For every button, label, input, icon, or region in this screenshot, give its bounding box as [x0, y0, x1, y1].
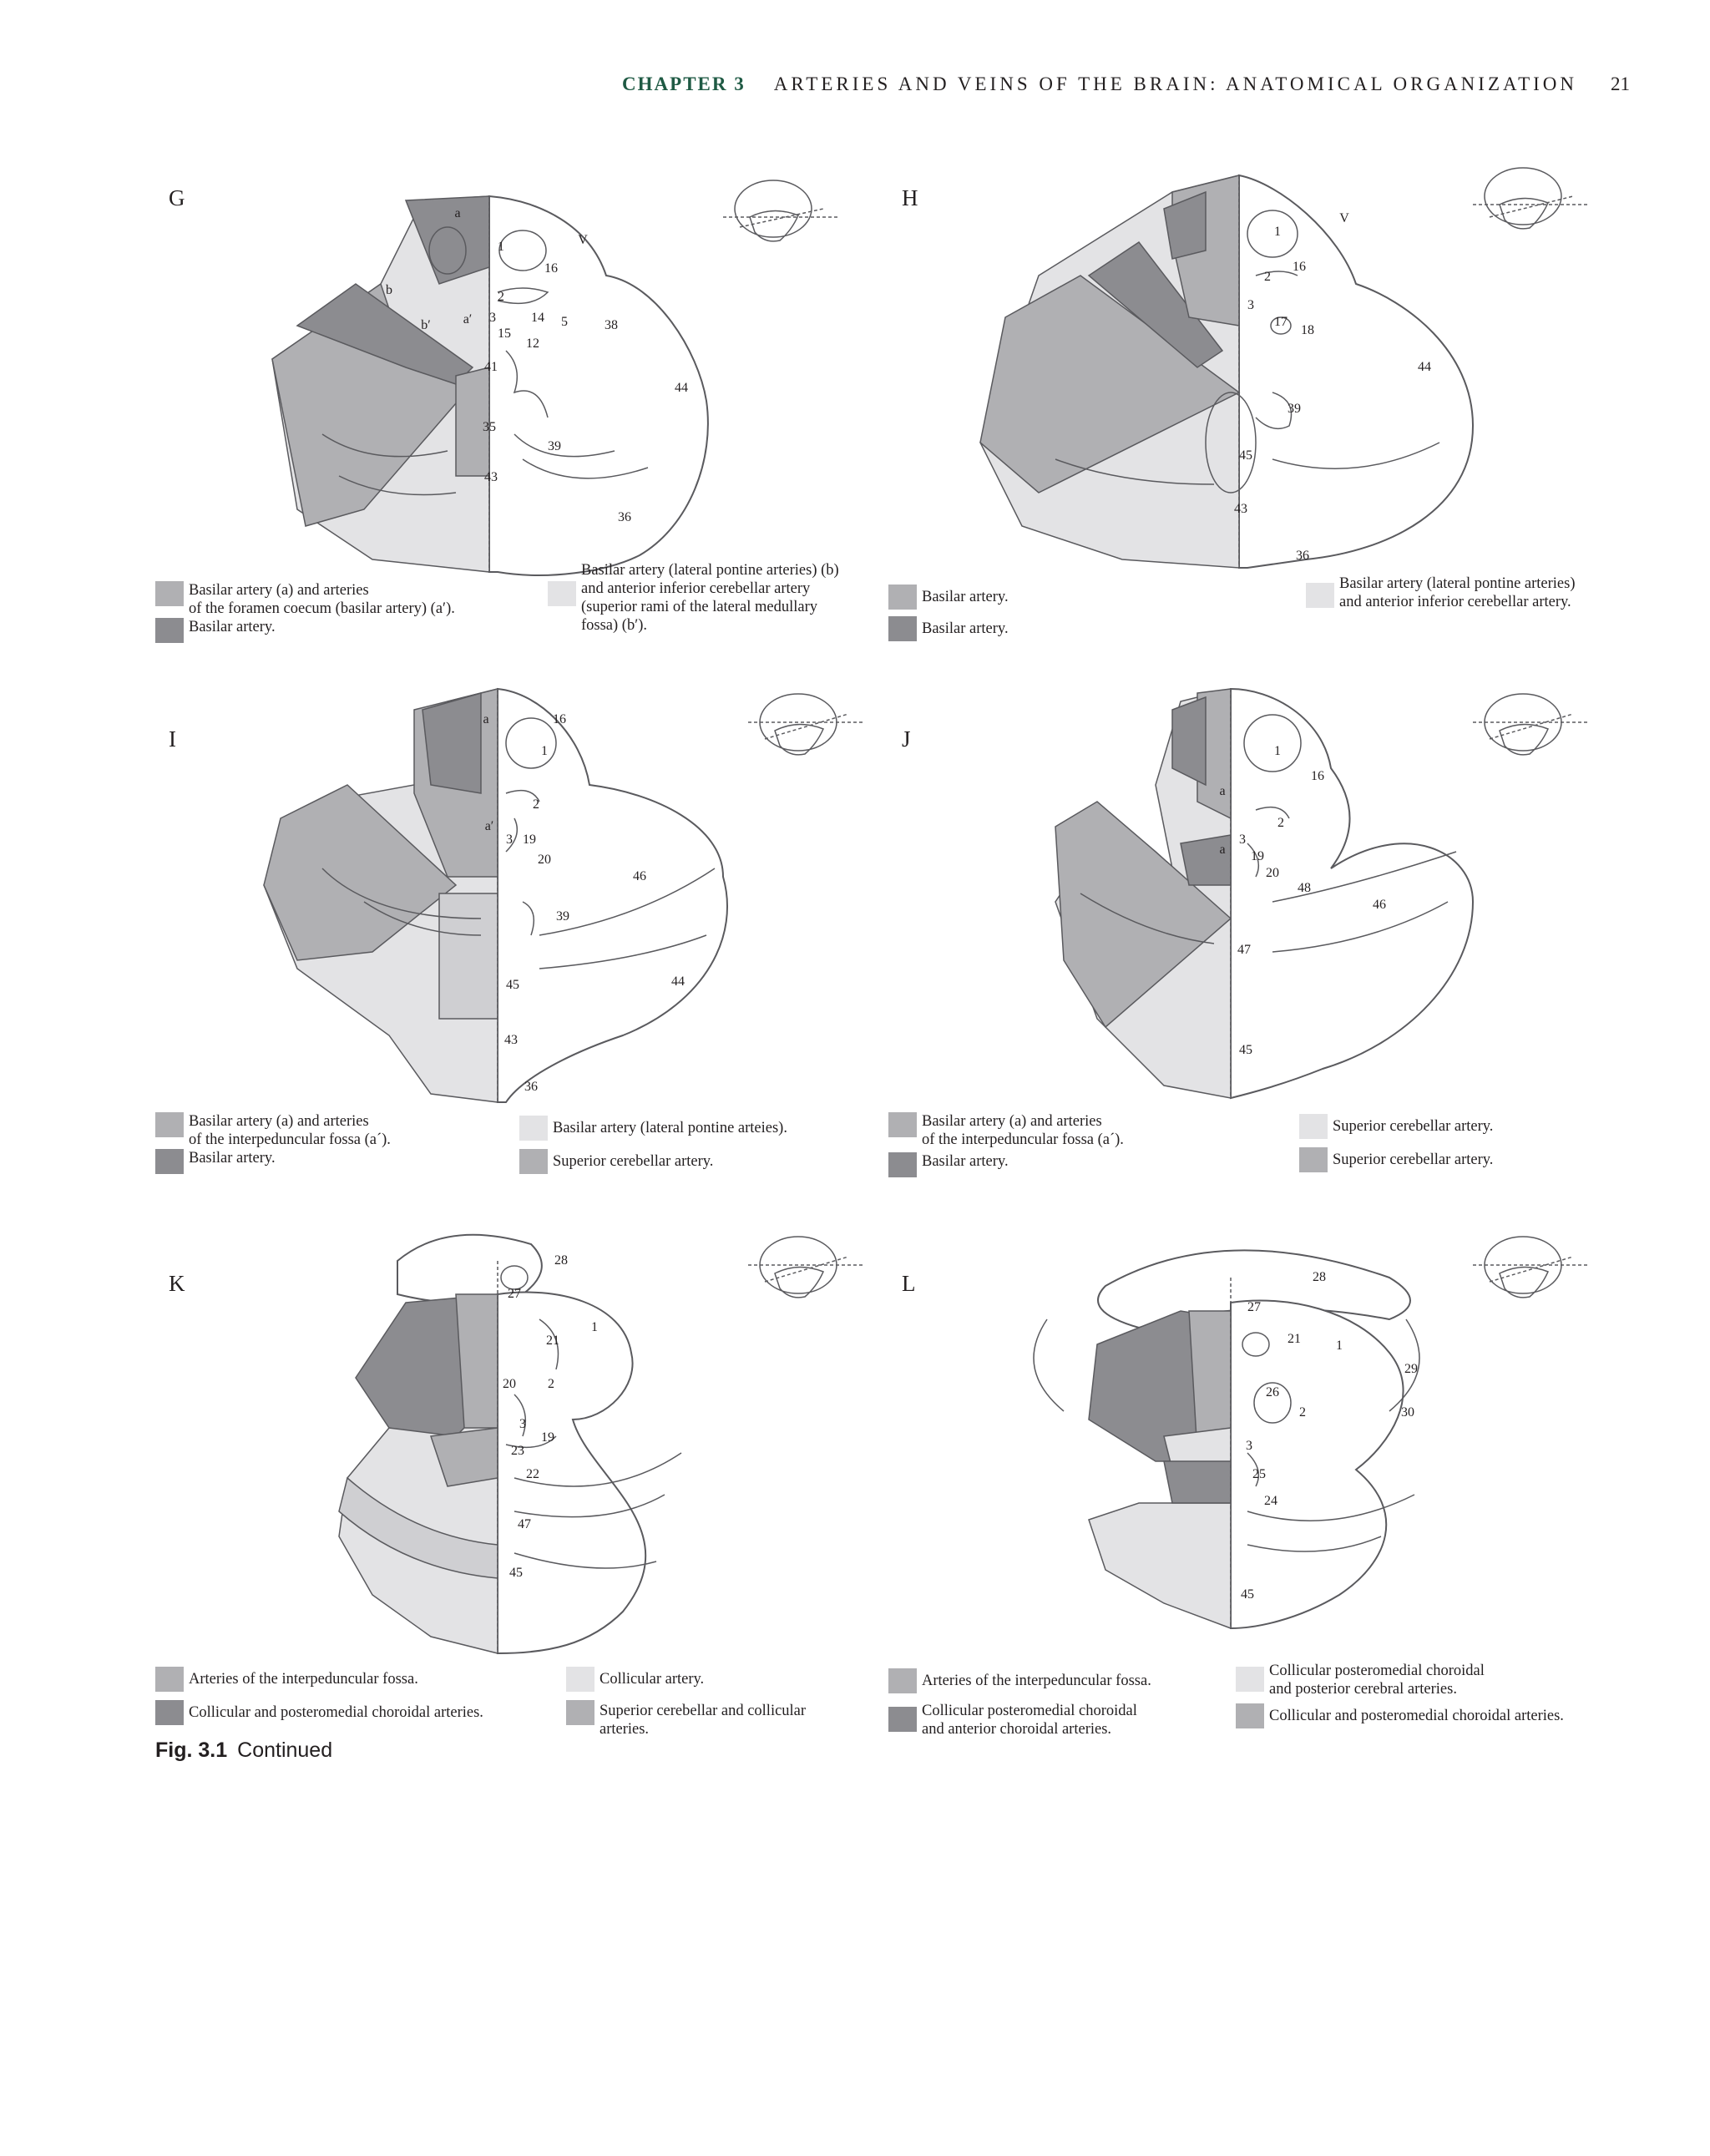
zone-dark-top — [422, 693, 481, 793]
legend-text: Basilar artery. — [189, 619, 276, 635]
label: 39 — [548, 439, 561, 453]
panel-letter: J — [902, 726, 911, 752]
legend-swatch — [519, 1116, 548, 1141]
label: 14 — [531, 311, 544, 325]
legend-swatch — [566, 1700, 594, 1725]
label: 36 — [1296, 549, 1309, 563]
label: 19 — [1251, 849, 1264, 863]
legend-text: Basilar artery (lateral pontine arteries) (b) and anterior inferior cerebellar artery (superior rami of the lateral medullary fossa) (b′). — [581, 562, 839, 634]
label: 2 — [533, 797, 539, 812]
label: 28 — [554, 1253, 568, 1268]
label: V — [578, 233, 588, 247]
label: 18 — [1301, 323, 1314, 337]
legend-text: Basilar artery (a) and arteries of the foramen coecum (basilar artery) (a′). — [189, 582, 455, 617]
legend-entry — [1306, 574, 1623, 611]
figure-caption-text: Continued — [237, 1738, 333, 1762]
label: 45 — [1241, 1587, 1254, 1602]
legend-swatch — [155, 1700, 184, 1725]
label: 21 — [1288, 1332, 1301, 1346]
label: b′ — [421, 318, 431, 332]
legend-text: Collicular posteromedial choroidal and posterior cerebral arteries. — [1269, 1663, 1485, 1698]
label: 45 — [1239, 1043, 1252, 1057]
label: 2 — [548, 1377, 554, 1391]
panel-j — [888, 685, 1623, 1202]
label: 41 — [484, 360, 498, 374]
brainstem-section-diagram — [155, 159, 890, 593]
label: a — [1219, 784, 1226, 798]
legend-text: Superior cerebellar artery. — [1333, 1151, 1494, 1168]
label: a — [454, 206, 461, 220]
panel-i — [155, 685, 890, 1202]
legend-text: Arteries of the interpeduncular fossa. — [922, 1673, 1151, 1689]
label: 43 — [1234, 502, 1247, 516]
legend-entry — [155, 1149, 506, 1174]
label: V — [1339, 211, 1349, 225]
label: 44 — [675, 381, 688, 395]
legend-entry — [1236, 1662, 1620, 1698]
locator-brain-icon — [1473, 1237, 1590, 1298]
label: 16 — [1311, 769, 1324, 783]
label: 1 — [591, 1320, 598, 1334]
label: 46 — [1373, 898, 1386, 912]
legend-entry — [1236, 1703, 1620, 1728]
legend-swatch — [888, 1112, 917, 1137]
panel-letter: K — [169, 1271, 185, 1296]
label: 1 — [541, 744, 548, 758]
label: b — [386, 283, 392, 297]
label: 44 — [671, 974, 685, 989]
label: 23 — [511, 1444, 524, 1458]
label: 3 — [1239, 833, 1246, 847]
legend-text: Basilar artery (a) and arteries of the interpeduncular fossa (a´). — [922, 1113, 1124, 1148]
label: a′ — [463, 312, 473, 326]
label: 22 — [526, 1467, 539, 1481]
label: 16 — [544, 261, 558, 276]
label: 38 — [605, 318, 618, 332]
chapter-label: CHAPTER 3 — [622, 73, 746, 94]
label: 35 — [483, 420, 496, 434]
brainstem-section-diagram — [888, 159, 1623, 593]
brainstem-section-diagram — [888, 685, 1623, 1119]
label: 43 — [504, 1033, 518, 1047]
label: 19 — [541, 1430, 554, 1445]
panel-letter: L — [902, 1271, 916, 1296]
legend-entry — [155, 1112, 506, 1149]
label: 15 — [498, 326, 511, 341]
locator-brain-icon — [748, 1237, 865, 1298]
zone-light — [1089, 1503, 1231, 1628]
label: a′ — [484, 819, 494, 833]
figure-label: Fig. 3.1 — [155, 1738, 228, 1762]
label: 17 — [1274, 315, 1288, 329]
legend-text: Basilar artery (lateral pontine arteries) and anterior inferior cerebellar artery. — [1339, 575, 1576, 610]
panel-letter: I — [169, 726, 176, 752]
label: 5 — [561, 315, 568, 329]
locator-brain-icon — [723, 180, 840, 241]
label: 30 — [1401, 1405, 1414, 1420]
label: 2 — [1299, 1405, 1306, 1420]
label: 1 — [1274, 225, 1281, 239]
panel-h — [888, 159, 1623, 676]
label: 25 — [1252, 1467, 1266, 1481]
legend-swatch — [1236, 1703, 1264, 1728]
label: 12 — [526, 337, 539, 351]
label: 45 — [1239, 448, 1252, 463]
label: 39 — [556, 909, 569, 924]
legend-entry — [548, 561, 898, 635]
legend-entry — [888, 1112, 1239, 1149]
label: 47 — [1237, 943, 1251, 957]
legend-text: Collicular and posteromedial choroidal arteries. — [189, 1704, 483, 1721]
brainstem-section-diagram — [888, 1227, 1623, 1662]
label: 3 — [1247, 298, 1254, 312]
legend-swatch — [155, 1112, 184, 1137]
label: 47 — [518, 1517, 531, 1531]
legend-entry — [888, 1668, 1239, 1693]
panel-g — [155, 159, 890, 676]
label: 20 — [538, 853, 551, 867]
legend-entry — [519, 1116, 887, 1141]
legend-entry — [155, 1700, 539, 1725]
legend-swatch — [1306, 583, 1334, 608]
label: 1 — [498, 240, 504, 254]
right-half-outline — [1231, 689, 1473, 1098]
zone-light-lower-mid — [439, 893, 498, 1019]
running-head — [622, 73, 1630, 99]
legend-swatch — [155, 1149, 184, 1174]
label: 3 — [519, 1417, 526, 1431]
label: 2 — [498, 290, 504, 304]
label: 1 — [1274, 744, 1281, 758]
label: 43 — [484, 470, 498, 484]
legend-text: Basilar artery (lateral pontine arteies). — [553, 1120, 787, 1136]
label: 29 — [1404, 1362, 1418, 1376]
legend-text: Superior cerebellar and collicular arteries. — [600, 1703, 807, 1738]
zone-dark-lower — [1164, 1461, 1231, 1503]
chapter-title: ARTERIES AND VEINS OF THE BRAIN: ANATOMICAL ORGANIZATION — [773, 73, 1577, 94]
legend-entry — [155, 618, 506, 643]
legend-swatch — [155, 581, 184, 606]
figure-caption — [155, 1738, 332, 1763]
brainstem-section-diagram — [155, 685, 890, 1119]
label: 27 — [508, 1287, 521, 1301]
legend-entry — [566, 1700, 883, 1738]
legend-entry — [888, 616, 1239, 641]
legend-swatch — [888, 616, 917, 641]
legend-entry — [566, 1667, 883, 1692]
label: 20 — [1266, 866, 1279, 880]
label: 48 — [1298, 881, 1311, 895]
legend-text: Collicular and posteromedial choroidal arteries. — [1269, 1708, 1564, 1724]
legend-text: Collicular artery. — [600, 1671, 705, 1688]
legend-text: Basilar artery. — [922, 620, 1009, 637]
label: 3 — [506, 833, 513, 847]
legend-entry — [155, 581, 506, 618]
label: 19 — [523, 833, 536, 847]
locator-brain-icon — [1473, 168, 1590, 229]
page-number: 21 — [1611, 73, 1630, 94]
legend-entry — [1299, 1114, 1616, 1139]
legend-swatch — [888, 1668, 917, 1693]
label: 27 — [1247, 1300, 1261, 1314]
panel-letter: G — [169, 185, 185, 210]
label: 3 — [489, 311, 496, 325]
label: 16 — [553, 712, 566, 726]
label: 45 — [509, 1566, 523, 1580]
legend-swatch — [888, 1707, 917, 1732]
legend-entry — [1299, 1147, 1616, 1172]
label: 2 — [1277, 816, 1284, 830]
legend-entry — [888, 1702, 1239, 1738]
legend-swatch — [548, 581, 576, 606]
legend-swatch — [888, 585, 917, 610]
label: 16 — [1293, 260, 1306, 274]
label: 44 — [1418, 360, 1431, 374]
label: 46 — [633, 869, 646, 883]
legend-text: Basilar artery. — [922, 1153, 1009, 1170]
locator-brain-icon — [1473, 694, 1590, 755]
legend-text: Superior cerebellar artery. — [553, 1153, 714, 1170]
right-half-outline — [498, 689, 727, 1102]
legend-swatch — [155, 1667, 184, 1692]
legend-text: Superior cerebellar artery. — [1333, 1118, 1494, 1135]
legend-swatch — [566, 1667, 594, 1692]
legend-swatch — [155, 618, 184, 643]
legend-text: Basilar artery. — [189, 1150, 276, 1167]
label: 39 — [1288, 402, 1301, 416]
label: a — [483, 712, 489, 726]
label: 28 — [1313, 1270, 1326, 1284]
legend-text: Arteries of the interpeduncular fossa. — [189, 1671, 418, 1688]
label: 21 — [546, 1334, 559, 1348]
label: 1 — [1336, 1339, 1343, 1353]
locator-brain-icon — [748, 694, 865, 755]
label: 3 — [1246, 1439, 1252, 1453]
legend-swatch — [888, 1152, 917, 1177]
label: 20 — [503, 1377, 516, 1391]
legend-entry — [519, 1149, 887, 1174]
panel-k — [155, 1227, 890, 1745]
legend-text: Collicular posteromedial choroidal and anterior choroidal arteries. — [922, 1703, 1137, 1738]
legend-text: Basilar artery (a) and arteries of the interpeduncular fossa (a´). — [189, 1113, 391, 1148]
right-half-outline — [498, 1293, 645, 1653]
legend-text: Basilar artery. — [922, 589, 1009, 605]
panel-l — [888, 1227, 1623, 1745]
label: 36 — [524, 1080, 538, 1094]
legend-swatch — [1236, 1667, 1264, 1692]
legend-swatch — [1299, 1114, 1328, 1139]
legend-entry — [888, 585, 1239, 610]
label: 24 — [1264, 1494, 1277, 1508]
legend-swatch — [519, 1149, 548, 1174]
label: 26 — [1266, 1385, 1279, 1399]
legend-entry — [155, 1667, 539, 1692]
label: a — [1219, 843, 1226, 857]
legend-swatch — [1299, 1147, 1328, 1172]
panel-letter: H — [902, 185, 918, 210]
label: 36 — [618, 510, 631, 524]
legend-entry — [888, 1152, 1239, 1177]
label: 2 — [1264, 270, 1271, 284]
label: 45 — [506, 978, 519, 992]
